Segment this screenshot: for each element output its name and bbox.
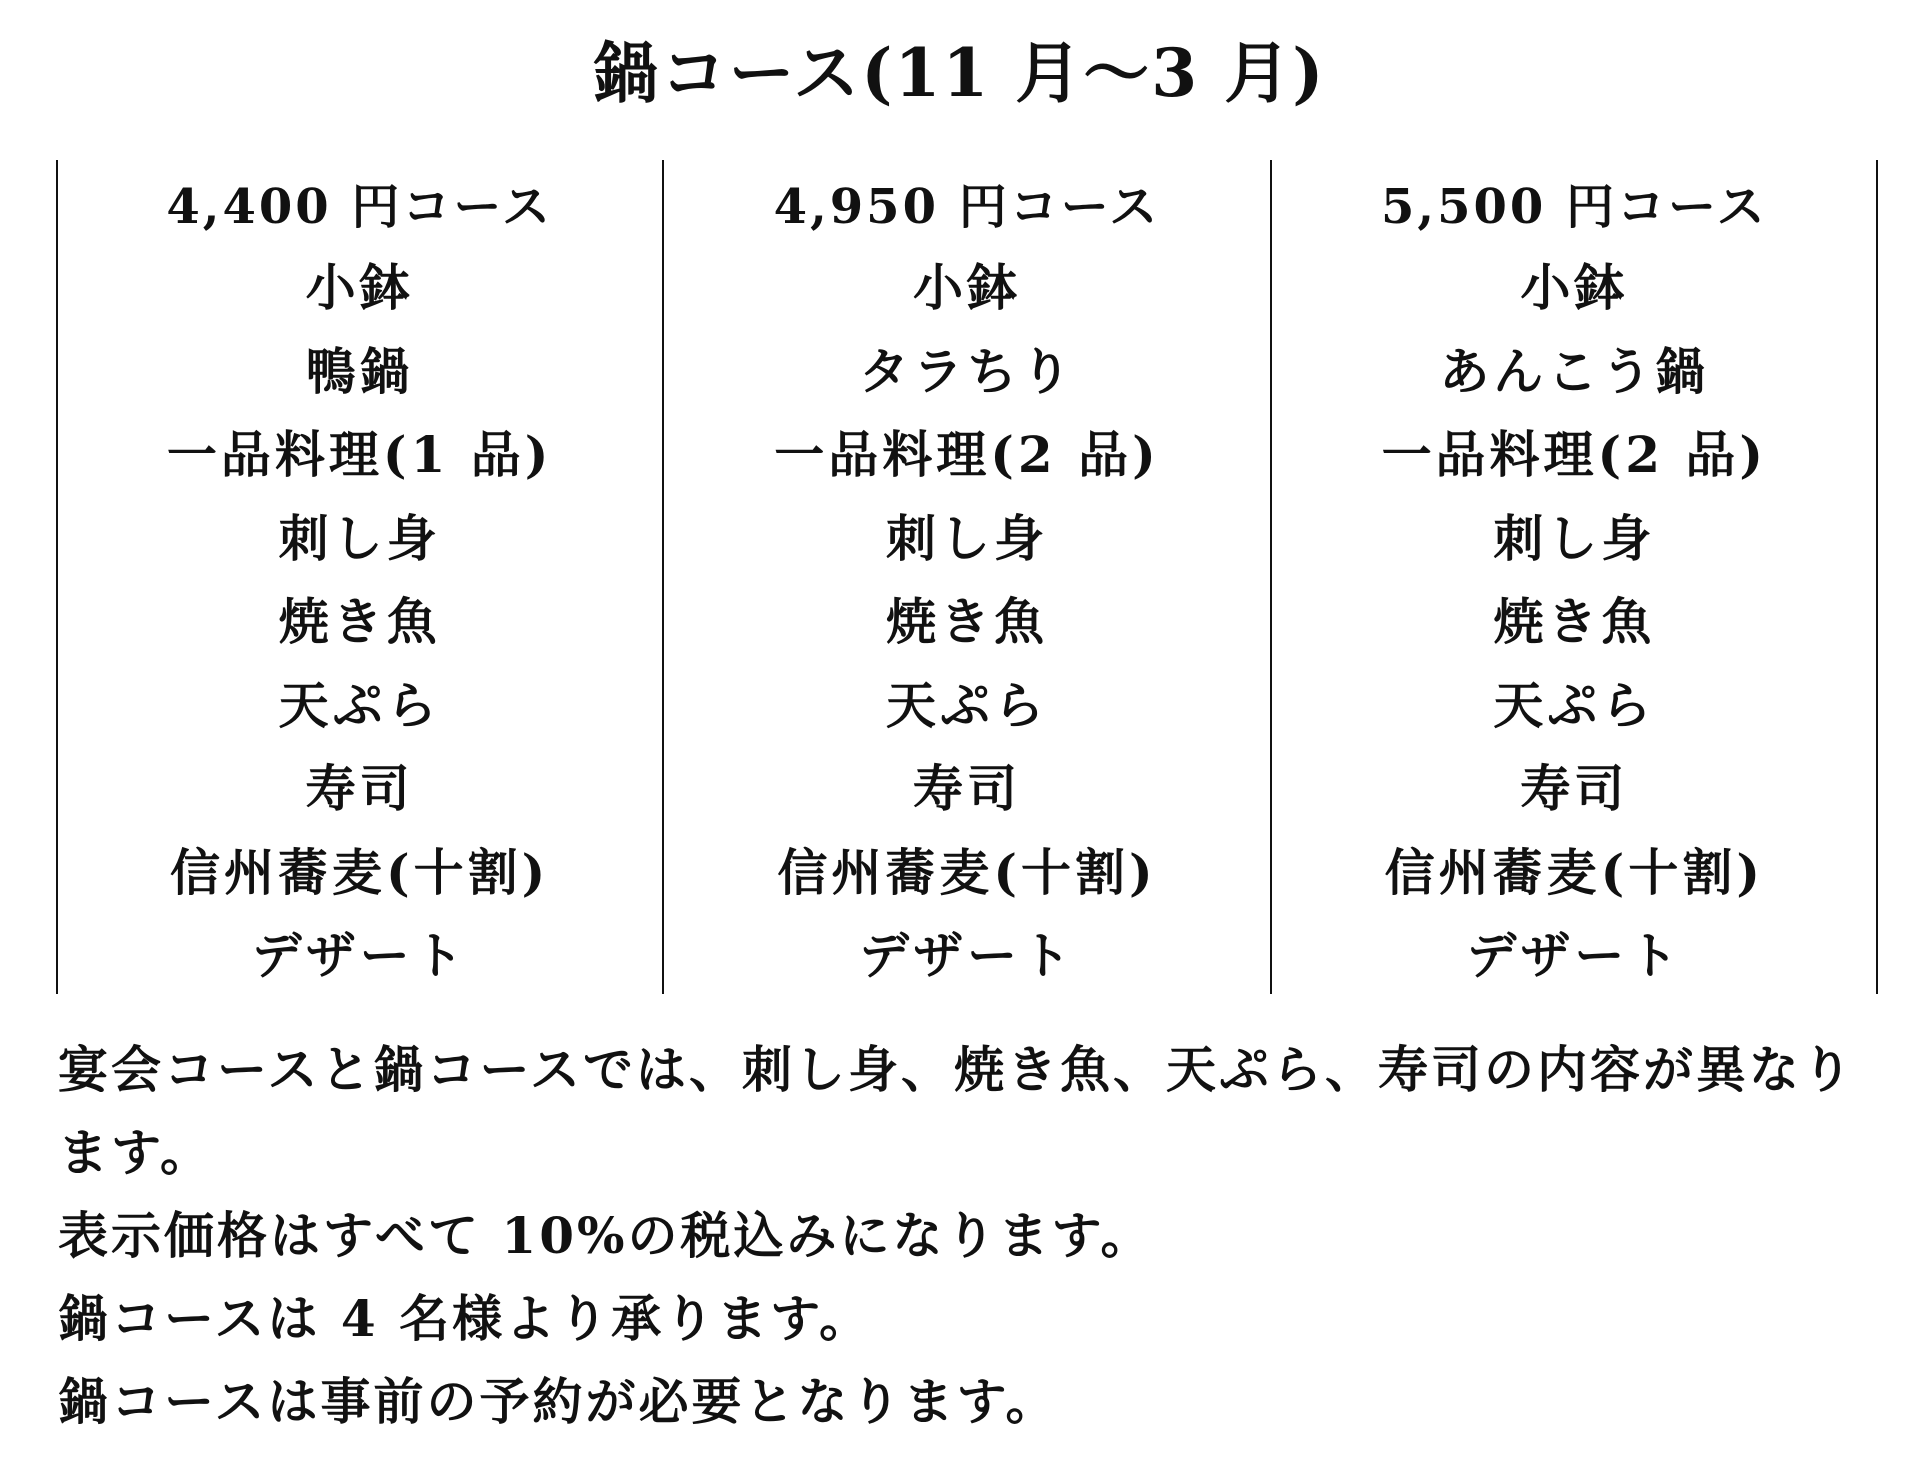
notes-section	[58, 1028, 1888, 1443]
course-price-heading: 5,500 円コース	[1381, 178, 1768, 235]
page-title: 鍋コース(11 月～3 月)	[592, 34, 1326, 112]
course-item: 刺し身	[1493, 508, 1656, 568]
course-table	[56, 160, 1878, 994]
column-divider	[1270, 160, 1272, 994]
course-item: デザート	[858, 926, 1075, 986]
course-item: 信州蕎麦(十割)	[777, 842, 1157, 902]
course-item: 焼き魚	[885, 592, 1048, 652]
course-column-2	[663, 160, 1270, 994]
column-divider	[56, 160, 58, 994]
course-item: 一品料理(2 品)	[1381, 425, 1768, 485]
course-item: 一品料理(1 品)	[166, 425, 553, 485]
course-item: 焼き魚	[278, 592, 441, 652]
course-price-heading: 4,950 円コース	[773, 178, 1161, 235]
note-text: 鍋コースは事前の予約が必要となります。	[58, 1372, 1059, 1431]
course-item-list	[663, 243, 1270, 995]
note-text: 鍋コースは 4 名様より承ります。	[58, 1289, 873, 1348]
course-item: 天ぷら	[1493, 675, 1656, 735]
course-item: デザート	[251, 926, 468, 986]
course-item: 寿司	[912, 759, 1021, 819]
course-item: デザート	[1466, 926, 1683, 986]
course-item: 天ぷら	[278, 675, 441, 735]
course-item: 信州蕎麦(十割)	[1384, 842, 1764, 902]
course-item: 刺し身	[885, 508, 1048, 568]
course-item: 焼き魚	[1493, 592, 1656, 652]
course-item: 小鉢	[1520, 258, 1629, 318]
course-item: 鴨鍋	[305, 341, 414, 401]
course-item-list	[56, 243, 663, 995]
course-item-list	[1271, 243, 1878, 995]
course-item: タラちり	[858, 341, 1075, 401]
course-price-heading: 4,400 円コース	[166, 178, 553, 235]
course-item: 信州蕎麦(十割)	[170, 842, 550, 902]
course-item: 小鉢	[305, 258, 414, 318]
course-column-3	[1271, 160, 1878, 994]
course-item: 小鉢	[912, 258, 1021, 318]
course-item: 寿司	[305, 759, 414, 819]
column-divider	[662, 160, 664, 994]
note-text: 表示価格はすべて 10%の税込みになります。	[58, 1206, 1154, 1265]
course-item: あんこう鍋	[1439, 341, 1710, 401]
column-divider	[1876, 160, 1878, 994]
note-text: 宴会コースと鍋コースでは、刺し身、焼き魚、天ぷら、寿司の内容が異なります。	[58, 1040, 1855, 1182]
course-item: 一品料理(2 品)	[774, 425, 1160, 485]
course-column-1	[56, 160, 663, 994]
course-item: 天ぷら	[885, 675, 1048, 735]
course-item: 寿司	[1520, 759, 1629, 819]
course-item: 刺し身	[278, 508, 441, 568]
